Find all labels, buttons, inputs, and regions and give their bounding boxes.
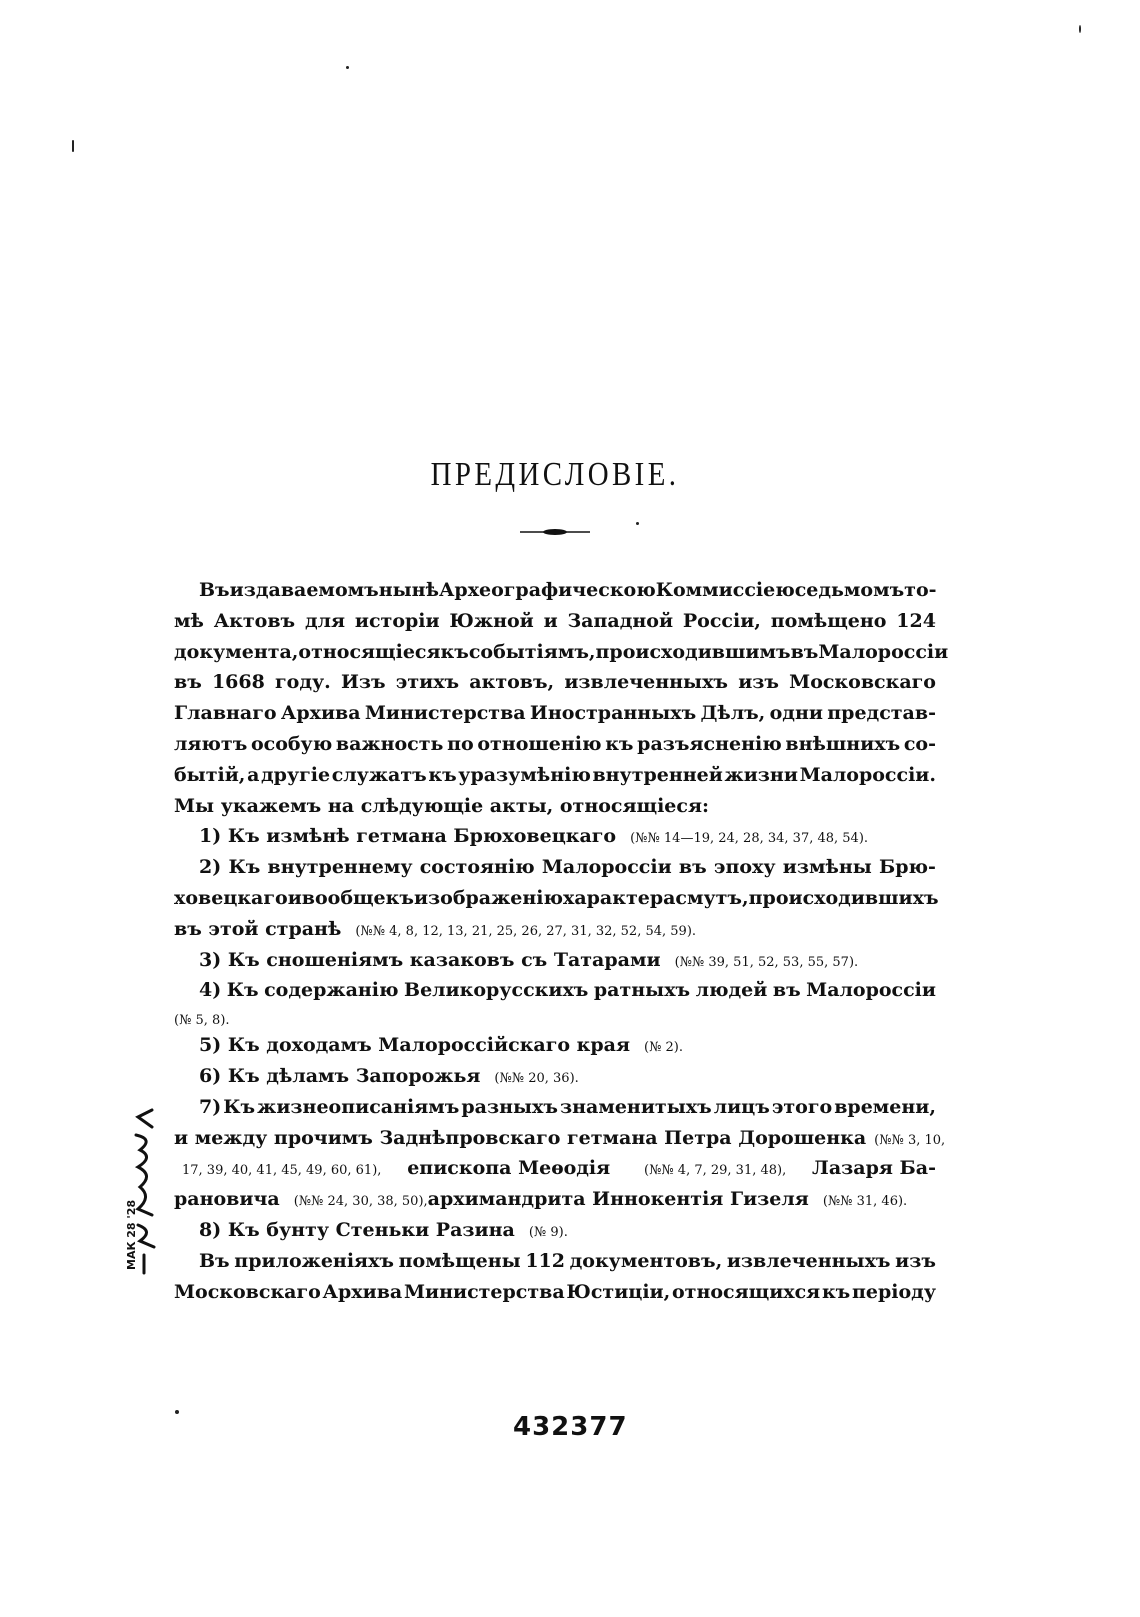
reference-line: (№ 5, 8).: [174, 1013, 230, 1029]
word: относящіеся: [298, 640, 441, 663]
word: происходившихъ: [748, 886, 939, 909]
word: Россіи,: [682, 609, 761, 632]
word: Въ: [199, 579, 230, 601]
scan-speck: [346, 66, 349, 69]
text-line: [174, 606, 936, 637]
word: актовъ,: [469, 671, 555, 694]
word: знаменитыхъ: [559, 1095, 712, 1118]
title-ornament: [520, 527, 590, 537]
reference-numbers: (№№ 31, 46).: [822, 1194, 908, 1210]
word: мѣ: [174, 609, 204, 632]
word: помѣщены: [398, 1249, 521, 1272]
word: ховецкаго: [174, 886, 288, 909]
word: документовъ,: [569, 1249, 723, 1272]
scan-speck: [1079, 25, 1081, 33]
word: въ: [678, 856, 707, 879]
scan-speck: [72, 140, 74, 152]
word: къ: [440, 640, 469, 663]
scan-speck: [636, 522, 639, 525]
word: Юстиціи,: [566, 1280, 671, 1303]
word: 1668: [211, 671, 265, 694]
word: Въ: [199, 1249, 230, 1272]
word: къ: [605, 732, 634, 755]
text-line: [174, 1215, 936, 1246]
word: въ: [790, 640, 819, 663]
text-line: [174, 1061, 936, 1092]
text-line: [174, 1123, 946, 1154]
item-text: 1) Къ измѣнѣ гетмана Брюховецкаго: [199, 825, 617, 848]
reference-numbers: (№№ 14—19, 24, 28, 34, 37, 48, 54).: [630, 831, 869, 847]
word: отношенію: [477, 732, 602, 755]
word: а: [247, 763, 260, 786]
word: извлеченныхъ: [726, 1249, 891, 1272]
word: 124: [896, 609, 936, 632]
reference-numbers: (№№ 20, 36).: [494, 1070, 579, 1086]
word: исторіи: [354, 609, 440, 632]
word: Малороссіи: [806, 979, 936, 1002]
item-text: 8) Къ бунту Стеньки Разина: [199, 1218, 515, 1241]
text-line: [174, 1092, 936, 1123]
word: людей: [695, 979, 768, 1002]
word: бытій,: [174, 763, 246, 786]
word: событіямъ,: [468, 640, 596, 663]
reference-numbers: (№ 9).: [528, 1224, 568, 1240]
item-text: и между прочимъ Заднѣпровскаго гетмана Петра Дорошенка: [174, 1126, 867, 1149]
word: изъ: [895, 1249, 936, 1272]
word: Южной: [449, 609, 534, 632]
scan-speck: [175, 1410, 179, 1414]
text-line: [174, 760, 936, 791]
word: изъ: [738, 671, 779, 694]
word: къ: [428, 763, 457, 786]
word: эпоху: [713, 856, 776, 879]
text-line: [174, 1030, 936, 1061]
reference-numbers: (№№ 4, 7, 29, 31, 48),: [644, 1163, 787, 1179]
word: характера: [563, 886, 676, 909]
word: Министерства: [364, 702, 526, 725]
word: со-: [903, 732, 936, 755]
item-text: рановича: [174, 1188, 280, 1211]
word: этого: [771, 1095, 833, 1118]
reference-numbers: (№№ 4, 8, 12, 13, 21, 25, 26, 27, 31, 32, 52, 54, 59).: [355, 923, 697, 939]
text-line: [174, 914, 936, 945]
item-text: епископа Меѳодія: [407, 1157, 611, 1180]
word: Дѣлъ,: [700, 702, 766, 725]
word: Къ: [223, 1095, 256, 1118]
word: времени,: [834, 1095, 936, 1118]
word: Изъ: [340, 671, 386, 694]
word: одни: [769, 702, 823, 725]
text-line: [174, 791, 936, 822]
word: ратныхъ: [593, 979, 691, 1002]
item-text: 6) Къ дѣламъ Запорожья: [199, 1064, 481, 1087]
text-line: [174, 698, 936, 729]
word: служатъ: [331, 763, 427, 786]
page-title: ПРЕДИСЛОВІЕ.: [430, 456, 680, 493]
text-line: [174, 729, 936, 760]
word: Архива: [322, 1280, 403, 1303]
word: ляютъ: [174, 732, 248, 755]
item-text: 3) Къ сношеніямъ казаковъ съ Татарами: [199, 948, 661, 971]
word: къ: [385, 886, 414, 909]
word: важность: [335, 732, 444, 755]
reference-numbers: 17, 39, 40, 41, 45, 49, 60, 61),: [182, 1163, 382, 1179]
word: Великорусскихъ: [404, 979, 589, 1002]
reference-numbers: (№ 2).: [644, 1040, 683, 1056]
text-line: [174, 883, 939, 914]
reference-numbers: (№№ 39, 51, 52, 53, 55, 57).: [674, 954, 859, 970]
word: Коммиссіею: [655, 579, 795, 601]
text-line: [174, 1153, 936, 1184]
word: седьмомъ: [794, 579, 905, 601]
text-line: [174, 667, 936, 698]
text-line: [174, 852, 936, 883]
word: Къ: [226, 979, 259, 1002]
text-line: [174, 1184, 936, 1215]
word: въ: [772, 979, 801, 1002]
word: смутъ,: [675, 886, 749, 909]
text-line: [174, 575, 936, 606]
word: документа,: [174, 640, 299, 663]
item-text: въ этой странѣ: [174, 917, 342, 940]
item-text: архимандрита Иннокентія Гизеля: [427, 1188, 809, 1211]
text-line: [174, 1277, 936, 1308]
word: состоянію: [419, 856, 535, 879]
word: и: [543, 609, 558, 632]
word: Главнаго: [174, 702, 277, 725]
word: Малороссіи: [818, 640, 949, 663]
item-text: 5) Къ доходамъ Малороссійскаго края: [199, 1034, 631, 1057]
word: представ-: [827, 702, 936, 725]
text-line: [174, 821, 936, 852]
word: этихъ: [395, 671, 460, 694]
word: внѣшнихъ: [785, 732, 901, 755]
text-line: [174, 637, 949, 668]
word: уразумѣнію: [458, 763, 591, 786]
word: то-: [904, 579, 937, 601]
word: содержанію: [264, 979, 399, 1002]
word: лицъ: [713, 1095, 770, 1118]
word: Брю-: [879, 856, 936, 879]
word: Малороссіи.: [799, 763, 936, 786]
word: Малороссіи: [541, 856, 672, 879]
word: внутренней: [592, 763, 723, 786]
word: изображенію: [413, 886, 563, 909]
reference-numbers: (№№ 24, 30, 38, 50),: [293, 1194, 428, 1210]
word: помѣщено: [770, 609, 887, 632]
word: происходившимъ: [595, 640, 791, 663]
word: Западной: [567, 609, 674, 632]
text-line: [174, 1246, 936, 1277]
word: другіе: [261, 763, 331, 786]
word: Иностранныхъ: [529, 702, 697, 725]
word: вообще: [301, 886, 386, 909]
word: періоду: [851, 1280, 936, 1303]
word: Археографическою: [438, 579, 656, 601]
word: Къ: [228, 856, 261, 879]
word: году.: [275, 671, 331, 694]
word: Московскаго: [789, 671, 936, 694]
item-text: Лазаря Ба-: [812, 1157, 936, 1180]
word: Московскаго: [174, 1280, 321, 1303]
word: Актовъ: [213, 609, 296, 632]
word: по: [447, 732, 474, 755]
word: жизни: [724, 763, 798, 786]
word: приложеніяхъ: [234, 1249, 394, 1272]
word: къ: [821, 1280, 851, 1303]
reference-numbers: (№№ 3, 10,: [874, 1132, 946, 1148]
word: издаваемомъ: [229, 579, 379, 601]
text-line: [174, 975, 936, 1006]
word: Министерства: [403, 1280, 565, 1303]
text-line: [174, 945, 936, 976]
stock-number: 432377: [513, 1412, 628, 1442]
word: 7): [199, 1095, 222, 1118]
word: относящихся: [672, 1280, 821, 1303]
word: для: [304, 609, 346, 632]
word: разъясненію: [637, 732, 782, 755]
item-text: Мы укажемъ на слѣдующіе акты, относящіеся:: [174, 794, 709, 817]
word: особую: [250, 732, 333, 755]
library-stamp: МАК 28 '28: [125, 1199, 138, 1270]
word: 2): [199, 856, 222, 879]
word: измѣны: [782, 856, 872, 879]
word: Архива: [280, 702, 361, 725]
word: въ: [174, 671, 202, 694]
word: извлеченныхъ: [564, 671, 729, 694]
preface-body: [174, 575, 949, 1307]
word: и: [287, 886, 302, 909]
word: внутреннему: [267, 856, 413, 879]
word: разныхъ: [461, 1095, 558, 1118]
word: 112: [525, 1249, 565, 1272]
word: 4): [199, 979, 222, 1002]
word: жизнеописаніямъ: [257, 1095, 460, 1118]
word: нынѣ: [378, 579, 439, 601]
